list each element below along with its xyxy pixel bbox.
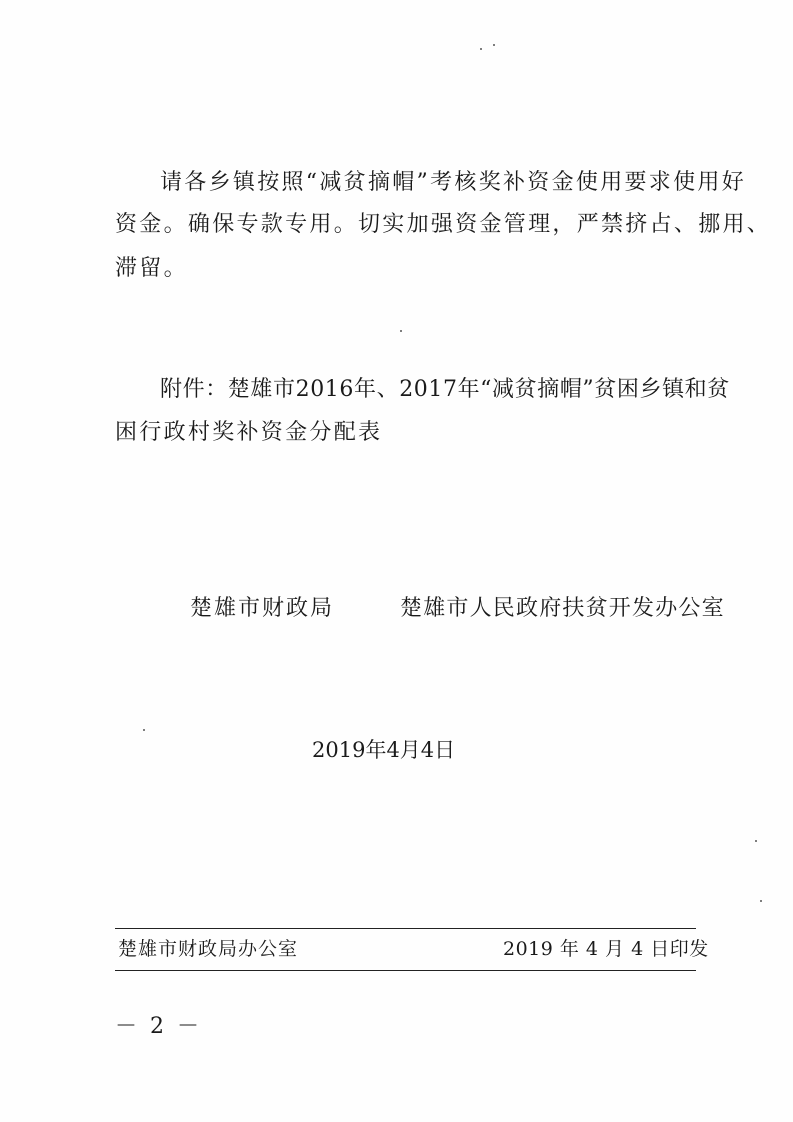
scan-speck — [400, 330, 402, 332]
footer-bottom-rule — [115, 970, 696, 971]
footer-issue-date: 2019 年 4 月 4 日印发 — [503, 938, 709, 960]
scan-speck — [755, 840, 757, 842]
body-paragraph-line: 滞留。 — [115, 256, 188, 281]
scan-speck — [493, 44, 495, 46]
footer-issuing-office: 楚雄市财政局办公室 — [118, 938, 299, 960]
attachment-line: 困行政村奖补资金分配表 — [115, 420, 383, 445]
issuer-poverty-office: 楚雄市人民政府扶贫开发办公室 — [400, 596, 725, 621]
attachment-line: 附件：楚雄市2016年、2017年“减贫摘帽”贫困乡镇和贫 — [160, 377, 730, 402]
page-number: － 2 － — [115, 1014, 202, 1039]
body-paragraph-line: 资金。确保专款专用。切实加强资金管理，严禁挤占、挪用、 — [115, 212, 772, 237]
scan-speck — [760, 900, 762, 902]
issuer-finance-bureau: 楚雄市财政局 — [190, 596, 335, 621]
signature-date: 2019年4月4日 — [312, 738, 456, 762]
scan-speck — [480, 48, 482, 50]
footer-top-rule — [115, 928, 696, 929]
body-paragraph-line: 请各乡镇按照“减贫摘帽”考核奖补资金使用要求使用好 — [160, 170, 746, 195]
scan-speck — [143, 729, 145, 731]
